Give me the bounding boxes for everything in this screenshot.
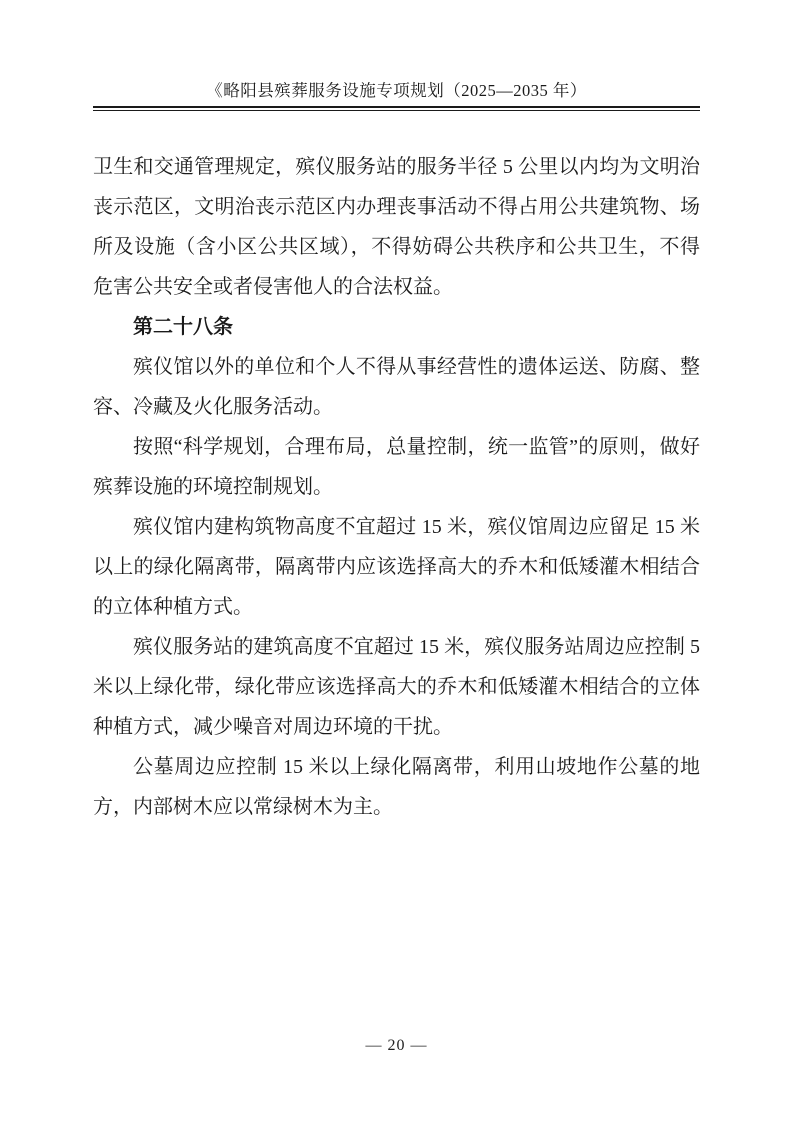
paragraph-continuation: 卫生和交通管理规定，殡仪服务站的服务半径 5 公里以内均为文明治丧示范区，文明治丧示范区内办理丧事活动不得占用公共建筑物、场所及设施（含小区公共区域），不得妨碍公共秩序和公共卫生，不得危害公共安全或者侵害他人的合法权益。 [93, 156, 700, 298]
paragraph: 殡仪馆内建构筑物高度不宜超过 15 米，殡仪馆周边应留足 15 米以上的绿化隔离带，隔离带内应该选择高大的乔木和低矮灌木相结合的立体种植方式。 [93, 516, 700, 618]
page-header [93, 0, 700, 111]
header-double-rule [93, 106, 700, 111]
page-number: — 20 — [365, 1037, 428, 1054]
document-body [93, 147, 700, 827]
header-title: 《略阳县殡葬服务设施专项规划（2025—2035 年） [206, 81, 587, 100]
page-footer [0, 1036, 793, 1056]
article-heading: 第二十八条 [133, 316, 233, 338]
paragraph: 公墓周边应控制 15 米以上绿化隔离带，利用山坡地作公墓的地方，内部树木应以常绿树木为主。 [93, 756, 700, 818]
paragraph: 按照“科学规划，合理布局，总量控制，统一监管”的原则，做好殡葬设施的环境控制规划。 [93, 436, 700, 498]
paragraph: 殡仪馆以外的单位和个人不得从事经营性的遗体运送、防腐、整容、冷藏及火化服务活动。 [93, 356, 700, 418]
paragraph: 殡仪服务站的建筑高度不宜超过 15 米，殡仪服务站周边应控制 5 米以上绿化带，绿化带应该选择高大的乔木和低矮灌木相结合的立体种植方式，减少噪音对周边环境的干扰。 [93, 636, 700, 738]
